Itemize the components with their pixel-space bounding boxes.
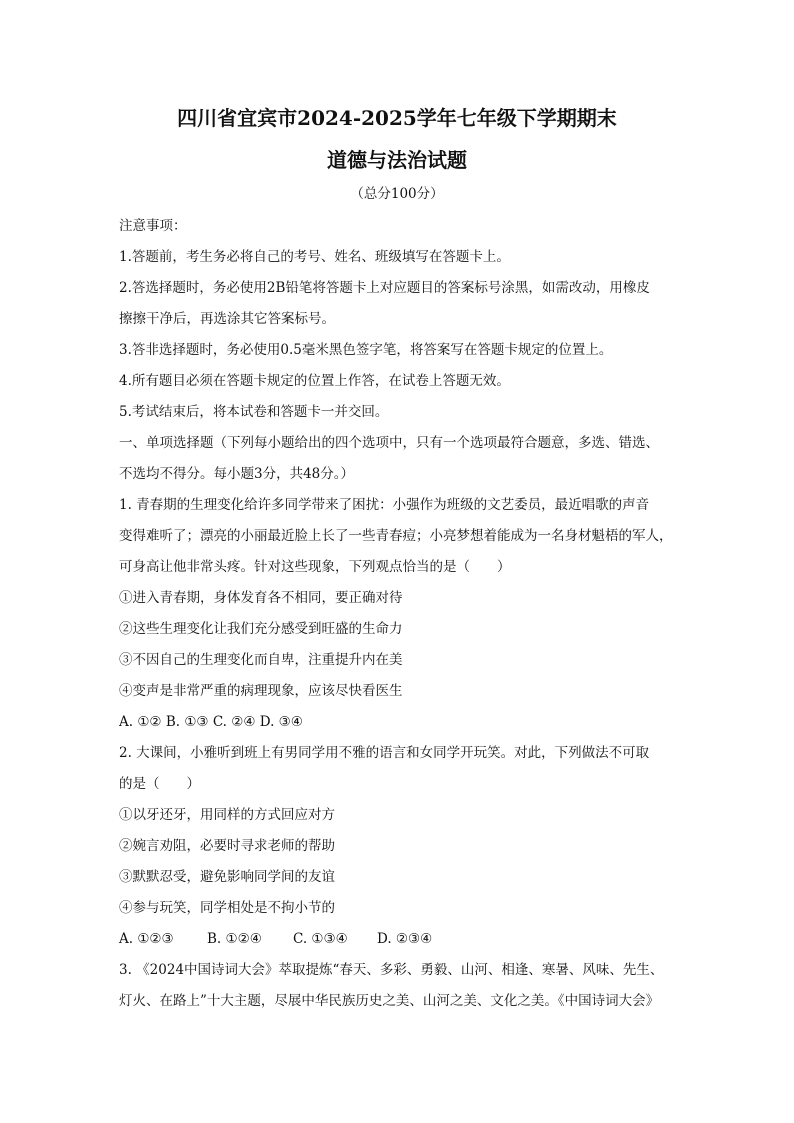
question-1-item: ②这些生理变化让我们充分感受到旺盛的生命力 bbox=[119, 621, 403, 637]
note-line: 擦擦干净后，再选涂其它答案标号。 bbox=[119, 311, 335, 327]
question-2-item: ①以牙还牙，用同样的方式回应对方 bbox=[119, 807, 335, 823]
question-1-item: ①进入青春期，身体发育各不相同，要正确对待 bbox=[119, 590, 403, 606]
question-3-stem: 灯火、在路上”十大主题，尽展中华民族历史之美、山河之美、文化之美。《中国诗词大会》 bbox=[119, 993, 660, 1009]
question-2-item: ②婉言劝阻，必要时寻求老师的帮助 bbox=[119, 838, 335, 854]
question-1-stem: 1. 青春期的生理变化给许多同学带来了困扰：小强作为班级的文艺委员，最近唱歌的声音 bbox=[119, 497, 650, 513]
question-1-stem: 变得难听了；漂亮的小丽最近脸上长了一些青春痘；小亮梦想着能成为一名身材魁梧的军人， bbox=[119, 528, 673, 544]
note-line: 2.答选择题时，务必使用2B铅笔将答题卡上对应题目的答案标号涂黑，如需改动，用橡皮 bbox=[119, 280, 650, 296]
option-d: D. ②③④ bbox=[377, 931, 433, 947]
note-line: 1.答题前，考生务必将自己的考号、姓名、班级填写在答题卡上。 bbox=[119, 249, 510, 265]
option-a: A. ①②③ bbox=[119, 931, 174, 947]
exam-subject-title: 道德与法治试题 bbox=[327, 148, 467, 172]
question-2-stem: 2. 大课间，小雅听到班上有男同学用不雅的语言和女同学开玩笑。对此，下列做法不可取 bbox=[119, 745, 650, 761]
question-1-stem: 可身高让他非常头疼。针对这些现象，下列观点恰当的是（ ） bbox=[119, 559, 511, 575]
option-b: B. ①②④ bbox=[207, 931, 262, 947]
question-2-options bbox=[119, 924, 689, 955]
section-heading: 不选均不得分。每小题3分，共48分。） bbox=[119, 466, 355, 482]
note-line: 4.所有题目必须在答题卡规定的位置上作答，在试卷上答题无效。 bbox=[119, 373, 510, 389]
question-2-item: ③默默忍受，避免影响同学间的友谊 bbox=[119, 869, 335, 885]
question-1-options: A. ①② B. ①③ C. ②④ D. ③④ bbox=[119, 714, 303, 730]
notes-heading: 注意事项： bbox=[119, 218, 187, 234]
section-heading: 一、单项选择题（下列每小题给出的四个选项中，只有一个选项最符合题意，多选、错选、 bbox=[119, 435, 659, 451]
score-note: （总分100分） bbox=[350, 186, 444, 202]
question-1-item: ④变声是非常严重的病理现象，应该尽快看医生 bbox=[119, 683, 403, 699]
note-line: 5.考试结束后，将本试卷和答题卡一并交回。 bbox=[119, 404, 389, 420]
question-2-item: ④参与玩笑，同学相处是不拘小节的 bbox=[119, 900, 335, 916]
question-1-item: ③不因自己的生理变化而自卑，注重提升内在美 bbox=[119, 652, 403, 668]
option-c: C. ①③④ bbox=[293, 931, 348, 947]
note-line: 3.答非选择题时，务必使用0.5毫米黑色签字笔，将答案写在答题卡规定的位置上。 bbox=[119, 342, 613, 358]
exam-body bbox=[119, 211, 689, 1017]
question-2-stem: 的是（ ） bbox=[119, 776, 200, 792]
exam-title: 四川省宜宾市2024-2025学年七年级下学期期末 bbox=[177, 106, 617, 130]
question-3-stem: 3. 《2024中国诗词大会》萃取提炼“春天、多彩、勇毅、山河、相逢、寒暑、风味、先生、 bbox=[119, 962, 664, 978]
